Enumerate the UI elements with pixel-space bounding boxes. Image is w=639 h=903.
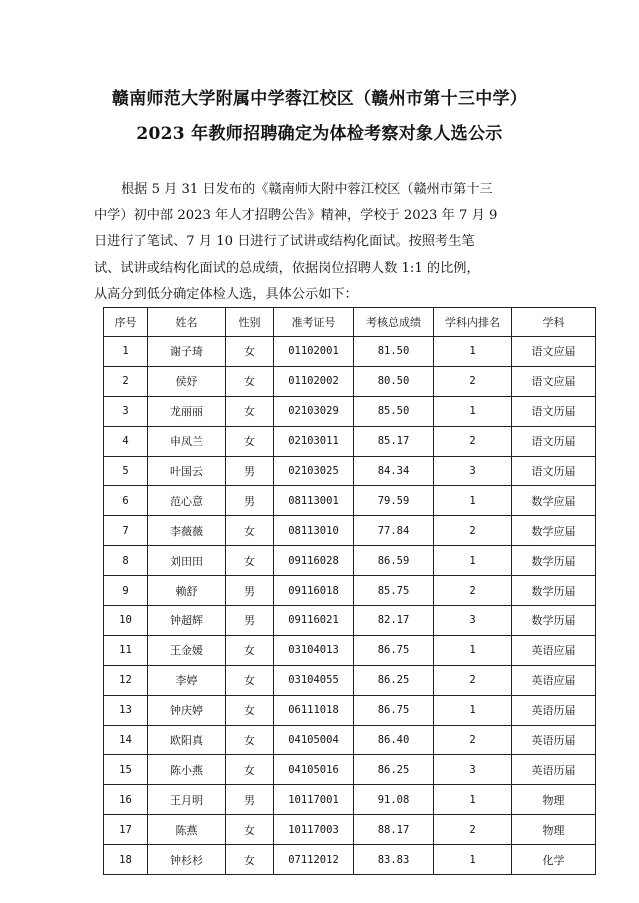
cell-subject-rank: 2 [434, 366, 512, 396]
cell-exam-number: 02103029 [274, 396, 354, 426]
table-row [104, 546, 596, 576]
cell-exam-number: 10117003 [274, 815, 354, 845]
cell-subject: 数学历届 [512, 606, 596, 636]
cell-exam-number: 02103025 [274, 456, 354, 486]
header-exam-number: 准考证号 [274, 308, 354, 337]
cell-total-score: 79.59 [354, 486, 434, 516]
cell-gender: 女 [226, 337, 274, 367]
cell-total-score: 86.75 [354, 695, 434, 725]
cell-seq: 2 [104, 366, 148, 396]
cell-subject: 数学历届 [512, 546, 596, 576]
table-row [104, 486, 596, 516]
cell-gender: 女 [226, 635, 274, 665]
cell-seq: 16 [104, 785, 148, 815]
cell-subject: 化学 [512, 845, 596, 875]
cell-subject-rank: 2 [434, 815, 512, 845]
cell-name: 龙丽丽 [148, 396, 226, 426]
cell-seq: 14 [104, 725, 148, 755]
document-title-line-2: 2023 年教师招聘确定为体检考察对象人选公示 [136, 124, 503, 144]
cell-gender: 女 [226, 366, 274, 396]
cell-total-score: 85.75 [354, 576, 434, 606]
cell-total-score: 86.59 [354, 546, 434, 576]
cell-total-score: 81.50 [354, 337, 434, 367]
cell-name: 王月明 [148, 785, 226, 815]
cell-total-score: 80.50 [354, 366, 434, 396]
cell-name: 申凤兰 [148, 426, 226, 456]
paragraph-line: 日进行了笔试、7 月 10 日进行了试讲或结构化面试。按照考生笔 [94, 234, 475, 250]
cell-subject: 英语应届 [512, 665, 596, 695]
cell-subject: 英语历届 [512, 755, 596, 785]
cell-seq: 12 [104, 665, 148, 695]
cell-name: 赖舒 [148, 576, 226, 606]
cell-exam-number: 09116018 [274, 576, 354, 606]
cell-total-score: 86.75 [354, 635, 434, 665]
cell-seq: 7 [104, 516, 148, 546]
cell-gender: 女 [226, 516, 274, 546]
cell-total-score: 86.25 [354, 755, 434, 785]
cell-name: 陈小燕 [148, 755, 226, 785]
cell-total-score: 85.17 [354, 426, 434, 456]
cell-subject-rank: 2 [434, 426, 512, 456]
cell-subject-rank: 1 [434, 396, 512, 426]
cell-seq: 6 [104, 486, 148, 516]
cell-subject: 语文应届 [512, 366, 596, 396]
cell-seq: 18 [104, 845, 148, 875]
header-total-score: 考核总成绩 [354, 308, 434, 337]
cell-subject: 英语应届 [512, 635, 596, 665]
cell-gender: 女 [226, 546, 274, 576]
table-row [104, 337, 596, 367]
cell-subject-rank: 2 [434, 665, 512, 695]
cell-subject-rank: 1 [434, 486, 512, 516]
cell-subject: 语文历届 [512, 426, 596, 456]
table-row [104, 755, 596, 785]
table-row [104, 576, 596, 606]
cell-exam-number: 08113010 [274, 516, 354, 546]
cell-name: 王金媛 [148, 635, 226, 665]
cell-gender: 女 [226, 426, 274, 456]
cell-subject: 英语历届 [512, 725, 596, 755]
cell-total-score: 77.84 [354, 516, 434, 546]
announcement-paragraph [94, 177, 549, 308]
cell-exam-number: 03104055 [274, 665, 354, 695]
table-row [104, 635, 596, 665]
cell-gender: 女 [226, 815, 274, 845]
cell-subject: 数学应届 [512, 516, 596, 546]
cell-subject: 物理 [512, 815, 596, 845]
cell-subject: 语文历届 [512, 456, 596, 486]
cell-gender: 男 [226, 456, 274, 486]
cell-exam-number: 06111018 [274, 695, 354, 725]
cell-exam-number: 01102001 [274, 337, 354, 367]
table-row [104, 396, 596, 426]
cell-subject-rank: 1 [434, 845, 512, 875]
cell-name: 谢子琦 [148, 337, 226, 367]
table-row [104, 516, 596, 546]
cell-subject-rank: 3 [434, 606, 512, 636]
table-row [104, 426, 596, 456]
table-row [104, 606, 596, 636]
paragraph-line: 中学）初中部 2023 年人才招聘公告》精神，学校于 2023 年 7 月 9 [94, 208, 498, 224]
cell-gender: 女 [226, 396, 274, 426]
cell-gender: 女 [226, 755, 274, 785]
cell-seq: 4 [104, 426, 148, 456]
table-row [104, 665, 596, 695]
cell-subject-rank: 2 [434, 725, 512, 755]
cell-subject: 语文应届 [512, 337, 596, 367]
cell-subject: 英语历届 [512, 695, 596, 725]
cell-gender: 女 [226, 695, 274, 725]
cell-name: 陈燕 [148, 815, 226, 845]
cell-total-score: 86.25 [354, 665, 434, 695]
cell-subject-rank: 3 [434, 755, 512, 785]
cell-total-score: 85.50 [354, 396, 434, 426]
cell-subject-rank: 1 [434, 635, 512, 665]
cell-subject-rank: 2 [434, 516, 512, 546]
cell-name: 欧阳真 [148, 725, 226, 755]
table-row [104, 815, 596, 845]
cell-name: 刘田田 [148, 546, 226, 576]
cell-total-score: 82.17 [354, 606, 434, 636]
table-row [104, 366, 596, 396]
cell-exam-number: 04105016 [274, 755, 354, 785]
cell-name: 侯妤 [148, 366, 226, 396]
cell-seq: 17 [104, 815, 148, 845]
cell-seq: 8 [104, 546, 148, 576]
cell-name: 钟杉杉 [148, 845, 226, 875]
cell-exam-number: 09116028 [274, 546, 354, 576]
cell-subject-rank: 1 [434, 546, 512, 576]
paragraph-line: 从高分到低分确定体检人选，具体公示如下： [94, 286, 358, 302]
table-row [104, 785, 596, 815]
cell-gender: 女 [226, 725, 274, 755]
cell-exam-number: 07112012 [274, 845, 354, 875]
header-subject: 学科 [512, 308, 596, 337]
cell-total-score: 88.17 [354, 815, 434, 845]
header-seq: 序号 [104, 308, 148, 337]
cell-exam-number: 04105004 [274, 725, 354, 755]
cell-total-score: 91.08 [354, 785, 434, 815]
document-title-line-1: 赣南师范大学附属中学蓉江校区（赣州市第十三中学） [111, 89, 528, 109]
table-body [104, 337, 596, 875]
cell-seq: 11 [104, 635, 148, 665]
cell-gender: 男 [226, 606, 274, 636]
table-row [104, 725, 596, 755]
header-name: 姓名 [148, 308, 226, 337]
cell-seq: 3 [104, 396, 148, 426]
cell-subject-rank: 2 [434, 576, 512, 606]
cell-subject: 物理 [512, 785, 596, 815]
cell-subject: 语文历届 [512, 396, 596, 426]
table-row [104, 695, 596, 725]
table-row [104, 845, 596, 875]
cell-exam-number: 10117001 [274, 785, 354, 815]
cell-subject: 数学历届 [512, 576, 596, 606]
cell-seq: 10 [104, 606, 148, 636]
paragraph-line: 试、试讲或结构化面试的总成绩，依据岗位招聘人数 1:1 的比例， [94, 260, 480, 276]
paragraph-line: 根据 5 月 31 日发布的《赣南师大附中蓉江校区（赣州市第十三 [121, 182, 493, 197]
cell-seq: 15 [104, 755, 148, 785]
cell-name: 钟超辉 [148, 606, 226, 636]
cell-subject: 数学应届 [512, 486, 596, 516]
cell-gender: 男 [226, 785, 274, 815]
cell-subject-rank: 1 [434, 337, 512, 367]
header-subject-rank: 学科内排名 [434, 308, 512, 337]
cell-name: 李薇薇 [148, 516, 226, 546]
cell-gender: 男 [226, 576, 274, 606]
cell-seq: 13 [104, 695, 148, 725]
cell-total-score: 84.34 [354, 456, 434, 486]
table-header-row [104, 308, 596, 337]
cell-name: 李婷 [148, 665, 226, 695]
cell-exam-number: 01102002 [274, 366, 354, 396]
cell-name: 钟庆婷 [148, 695, 226, 725]
cell-exam-number: 09116021 [274, 606, 354, 636]
cell-name: 范心意 [148, 486, 226, 516]
cell-seq: 1 [104, 337, 148, 367]
cell-subject-rank: 1 [434, 695, 512, 725]
table-row [104, 456, 596, 486]
cell-gender: 女 [226, 665, 274, 695]
candidates-table [103, 307, 596, 875]
cell-exam-number: 08113001 [274, 486, 354, 516]
header-gender: 性别 [226, 308, 274, 337]
cell-total-score: 83.83 [354, 845, 434, 875]
cell-gender: 男 [226, 486, 274, 516]
cell-gender: 女 [226, 845, 274, 875]
cell-total-score: 86.40 [354, 725, 434, 755]
cell-subject-rank: 1 [434, 785, 512, 815]
cell-seq: 5 [104, 456, 148, 486]
cell-name: 叶国云 [148, 456, 226, 486]
cell-exam-number: 02103011 [274, 426, 354, 456]
cell-exam-number: 03104013 [274, 635, 354, 665]
cell-seq: 9 [104, 576, 148, 606]
cell-subject-rank: 3 [434, 456, 512, 486]
